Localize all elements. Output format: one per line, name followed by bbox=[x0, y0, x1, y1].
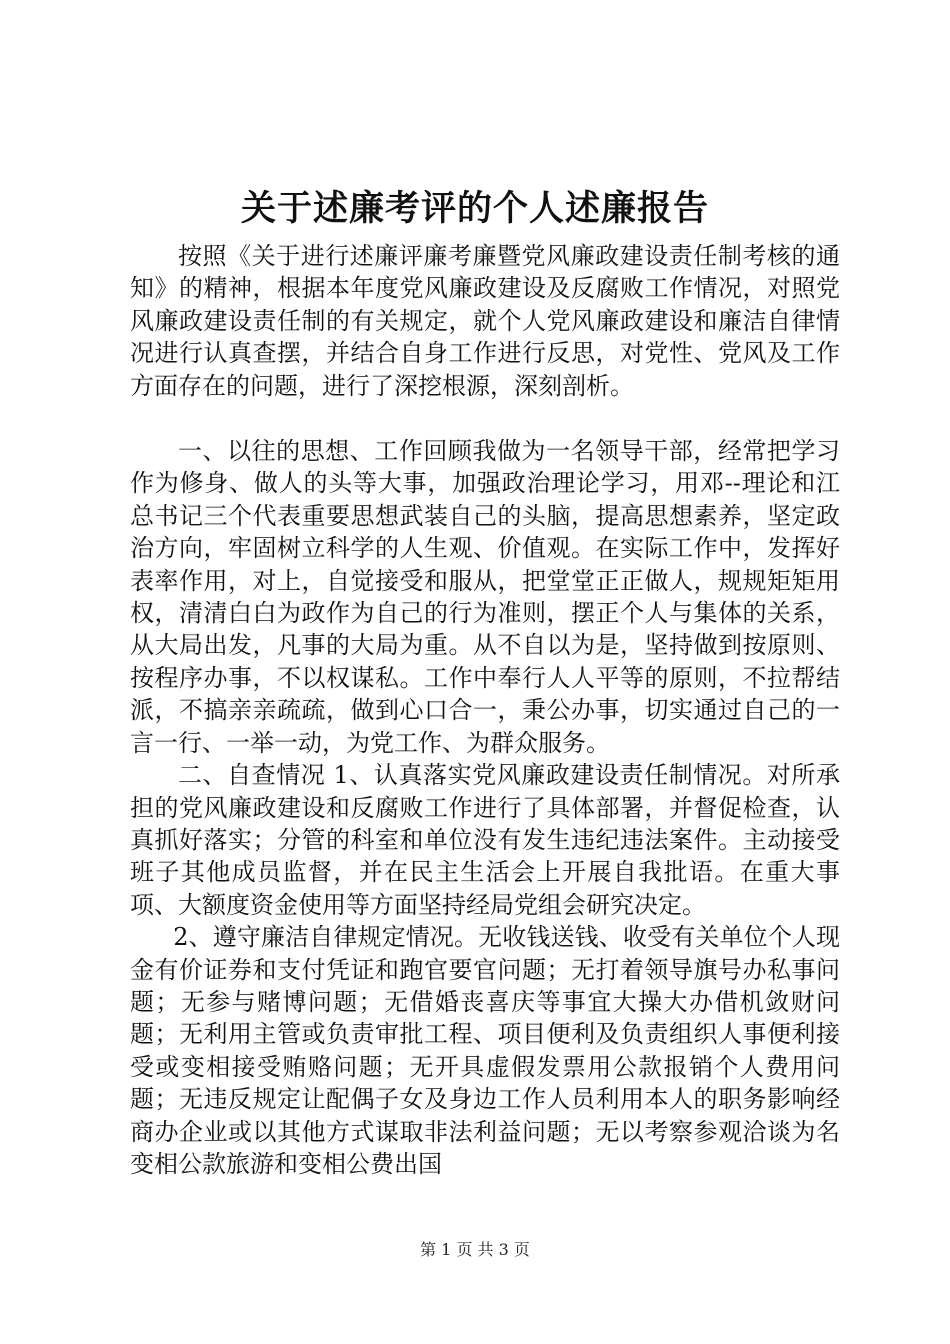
document-title: 关于述廉考评的个人述廉报告 bbox=[240, 188, 709, 229]
document-body bbox=[130, 240, 840, 1180]
page-footer: 第 1 页 共 3 页 bbox=[420, 1240, 530, 1259]
paragraph-review: 一、以往的思想、工作回顾我做为一名领导干部，经常把学习作为修身、做人的头等大事，加强政治理论学习，用邓--理论和江总书记三个代表重要思想武装自己的头脑，提高思想素养，坚定政治方向，牢固树立科学的人生观、价值观。在实际工作中，发挥好表率作用，对上，自觉接受和服从，把堂堂正正做人，规规矩矩用权，清清白白为政作为自己的行为准则，摆正个人与集体的关系，从大局出发，凡事的大局为重。从不自以为是，坚持做到按原则、按程序办事，不以权谋私。工作中奉行人人平等的原则，不拉帮结派，不搞亲亲疏疏，做到心口合一，秉公办事，切实通过自己的一言一行、一举一动，为党工作、为群众服务。 bbox=[130, 437, 840, 757]
paragraph-self-check: 二、自查情况 1、认真落实党风廉政建设责任制情况。对所承担的党风廉政建设和反腐败工作进行了具体部署，并督促检查，认真抓好落实；分管的科室和单位没有发生违纪违法案件。主动接受班子其他成员监督，并在民主生活会上开展自我批语。在重大事项、大额度资金使用等方面坚持经局党组会研究决定。 bbox=[130, 761, 840, 919]
paragraph-intro: 按照《关于进行述廉评廉考廉暨党风廉政建设责任制考核的通知》的精神，根据本年度党风廉政建设及反腐败工作情况，对照党风廉政建设责任制的有关规定，就个人党风廉政建设和廉洁自律情况进行认真查摆，并结合自身工作进行反思，对党性、党风及工作方面存在的问题，进行了深挖根源，深刻剖析。 bbox=[130, 242, 840, 400]
paragraph-integrity: 2、遵守廉洁自律规定情况。无收钱送钱、收受有关单位个人现金有价证券和支付凭证和跑官要官问题；无打着领导旗号办私事问题；无参与赌博问题；无借婚丧喜庆等事宜大操大办借机敛财问题；无利用主管或负责审批工程、项目便利及负责组织人事便利接受或变相接受贿赂问题；无开具虚假发票用公款报销个人费用问题；无违反规定让配偶子女及身边工作人员利用本人的职务影响经商办企业或以其他方式谋取非法利益问题；无以考察参观洽谈为名变相公款旅游和变相公费出国 bbox=[130, 923, 840, 1178]
